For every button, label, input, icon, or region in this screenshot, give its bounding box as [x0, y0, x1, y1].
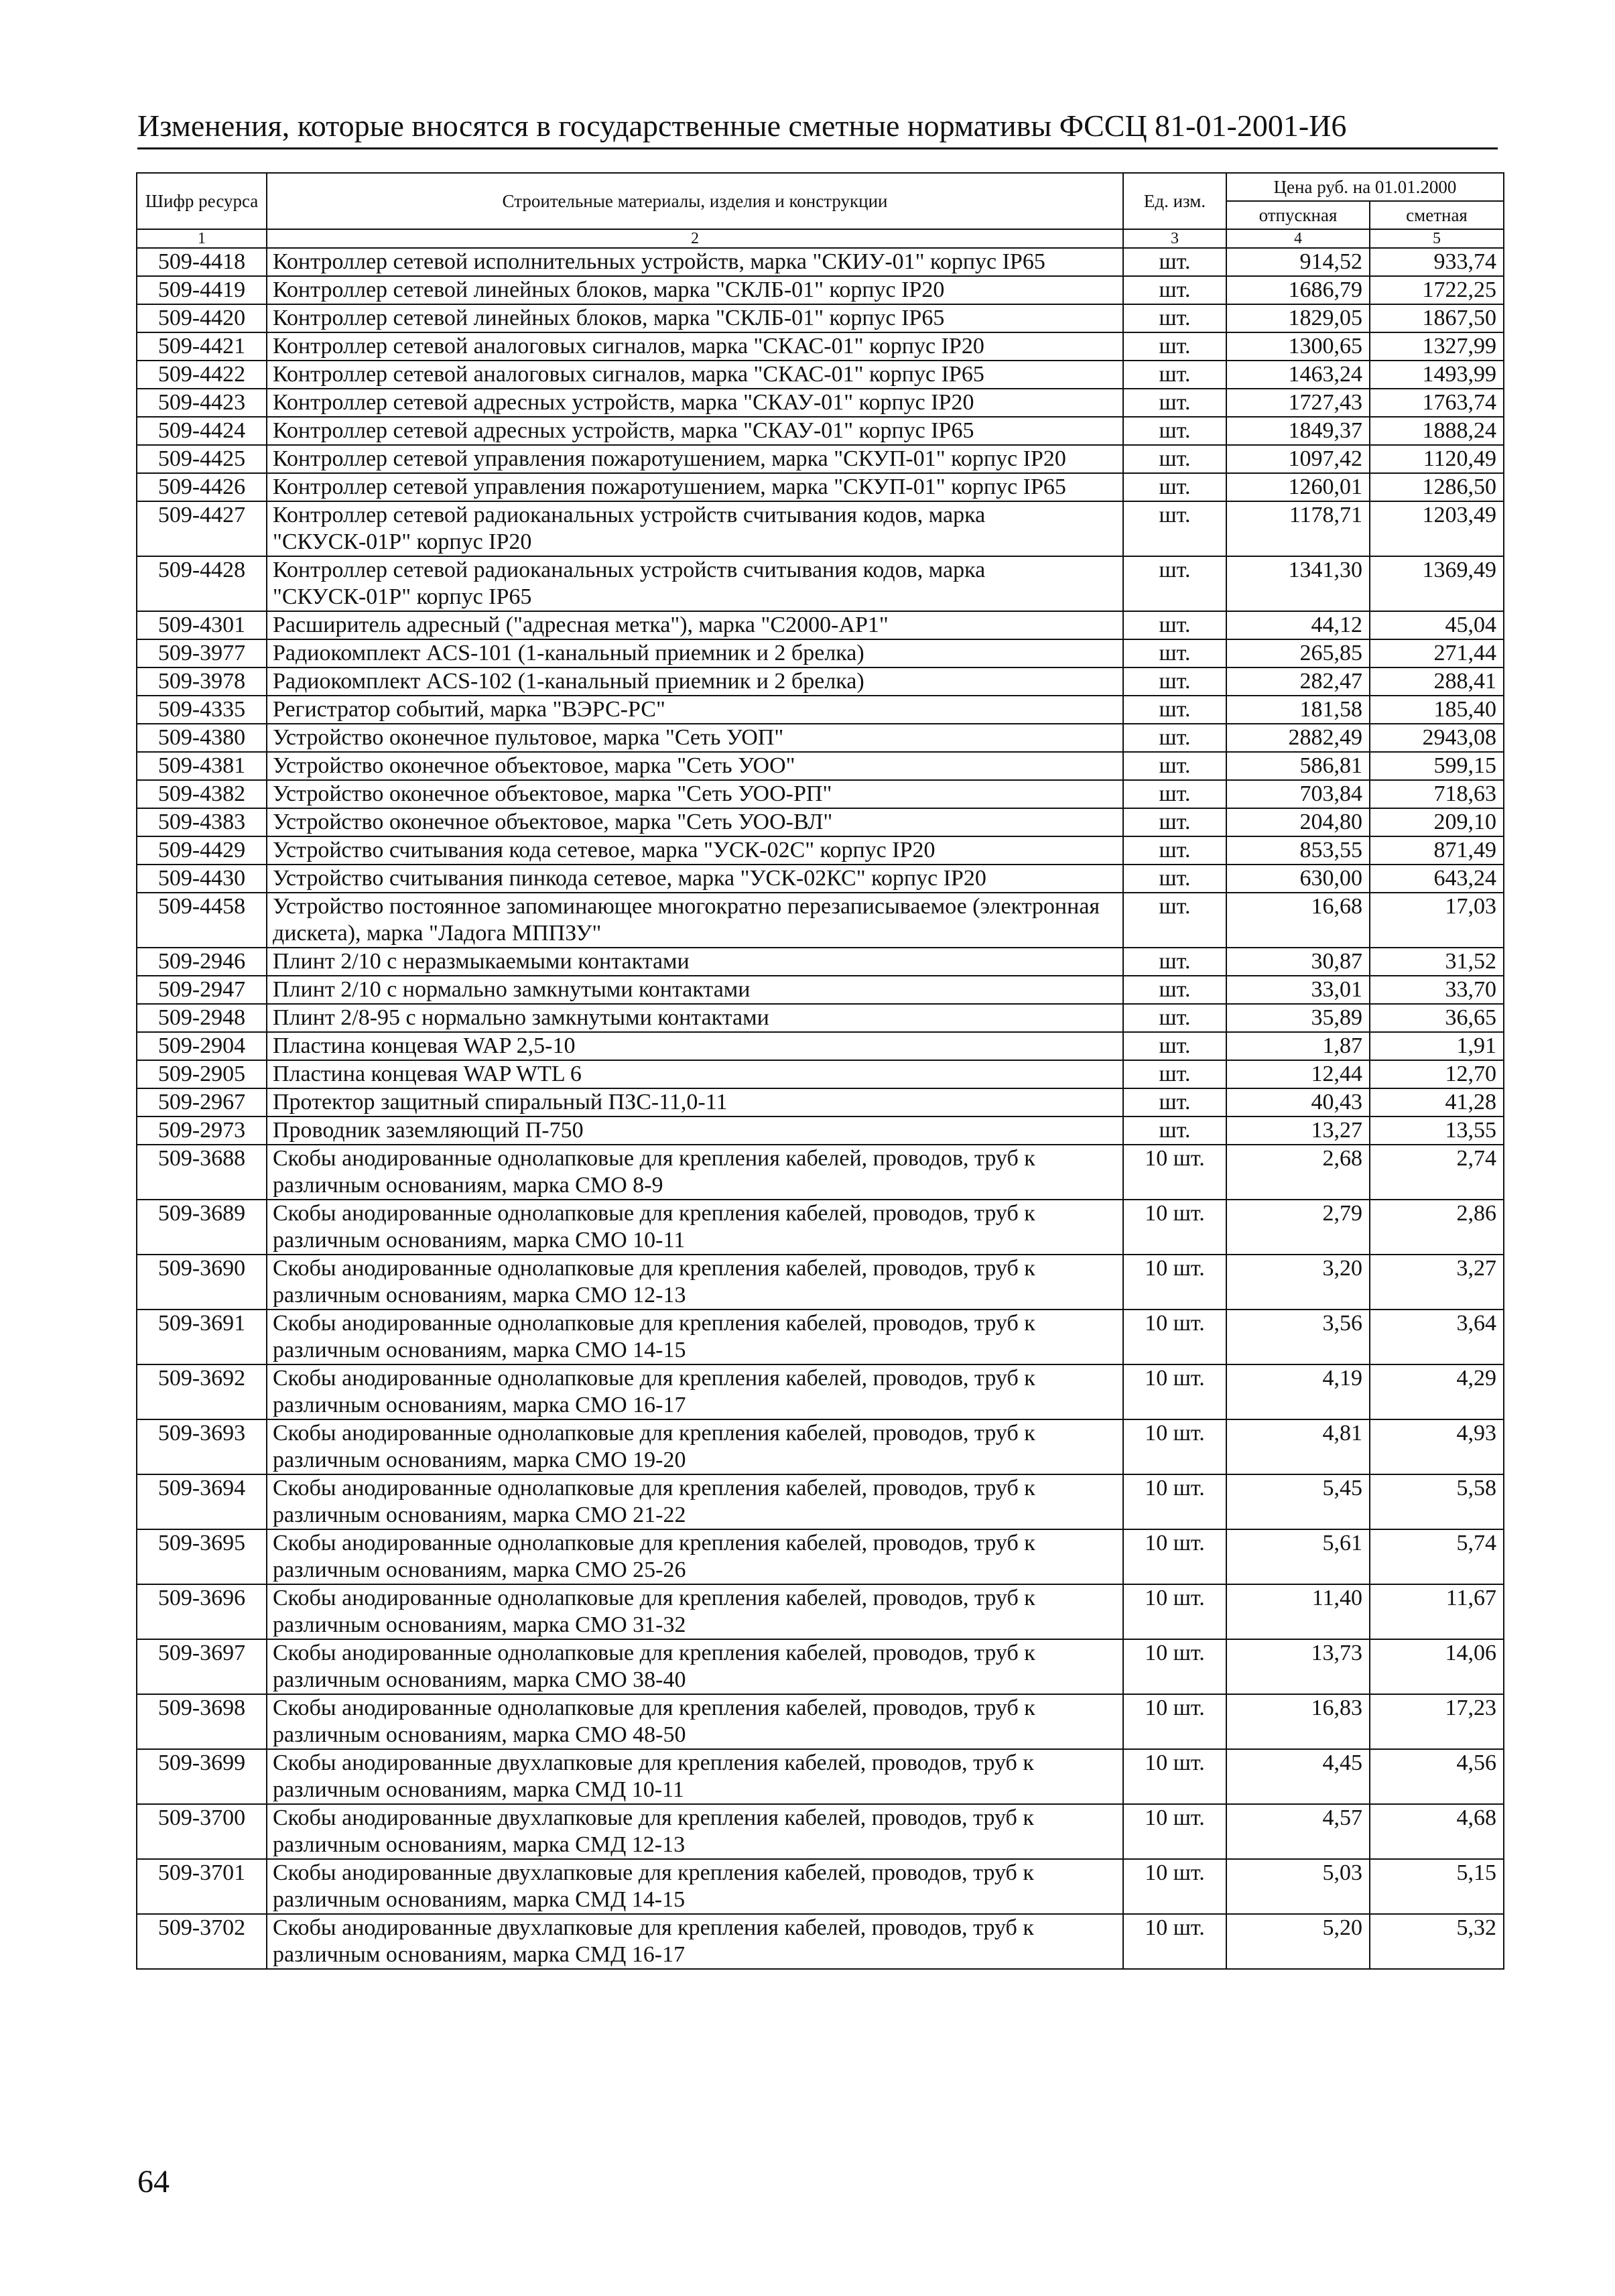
release-price: 3,20 — [1226, 1255, 1370, 1310]
estimate-price: 209,10 — [1370, 808, 1504, 836]
estimate-price: 2,86 — [1370, 1200, 1504, 1255]
material-name: Скобы анодированные двухлапковые для крепления кабелей, проводов, труб к различным основаниям, марка СМД 12-13 — [267, 1804, 1123, 1859]
resource-code: 509-3978 — [137, 667, 267, 696]
resource-code: 509-4422 — [137, 361, 267, 389]
unit-of-measure: шт. — [1123, 696, 1226, 724]
unit-of-measure: 10 шт. — [1123, 1474, 1226, 1529]
material-name: Скобы анодированные однолапковые для крепления кабелей, проводов, труб к различным основаниям, марка СМО 48-50 — [267, 1694, 1123, 1749]
unit-of-measure: шт. — [1123, 667, 1226, 696]
resource-code: 509-3698 — [137, 1694, 267, 1749]
estimate-price: 2,74 — [1370, 1145, 1504, 1200]
resource-code: 509-3689 — [137, 1200, 267, 1255]
column-number: 3 — [1123, 229, 1226, 248]
release-price: 1341,30 — [1226, 556, 1370, 611]
table-row — [137, 473, 1504, 501]
material-name: Скобы анодированные однолапковые для крепления кабелей, проводов, труб к различным основаниям, марка СМО 19-20 — [267, 1419, 1123, 1474]
material-name: Плинт 2/10 с неразмыкаемыми контактами — [267, 948, 1123, 976]
estimate-price: 41,28 — [1370, 1088, 1504, 1117]
material-name: Устройство оконечное объектовое, марка "Сеть УОО-ВЛ" — [267, 808, 1123, 836]
resource-code: 509-3692 — [137, 1364, 267, 1419]
table-row — [137, 248, 1504, 276]
release-price: 13,27 — [1226, 1117, 1370, 1145]
table-row — [137, 1032, 1504, 1060]
resource-code: 509-4425 — [137, 445, 267, 473]
material-name: Устройство оконечное пультовое, марка "Сеть УОП" — [267, 724, 1123, 752]
unit-of-measure: шт. — [1123, 1060, 1226, 1088]
release-price: 586,81 — [1226, 752, 1370, 780]
resource-code: 509-3695 — [137, 1529, 267, 1584]
unit-of-measure: шт. — [1123, 417, 1226, 445]
estimate-price: 288,41 — [1370, 667, 1504, 696]
estimate-price: 31,52 — [1370, 948, 1504, 976]
table-row — [137, 445, 1504, 473]
release-price: 11,40 — [1226, 1584, 1370, 1639]
table-row — [137, 696, 1504, 724]
column-header-name: Строительные материалы, изделия и конструкции — [267, 173, 1123, 229]
material-name: Радиокомплект ACS-101 (1-канальный приемник и 2 брелка) — [267, 639, 1123, 667]
resource-code: 509-3688 — [137, 1145, 267, 1200]
release-price: 1300,65 — [1226, 332, 1370, 361]
estimate-price: 5,58 — [1370, 1474, 1504, 1529]
material-name: Устройство считывания пинкода сетевое, марка "УСК-02КС" корпус IP20 — [267, 865, 1123, 893]
release-price: 40,43 — [1226, 1088, 1370, 1117]
unit-of-measure: шт. — [1123, 361, 1226, 389]
estimate-price: 1286,50 — [1370, 473, 1504, 501]
release-price: 4,81 — [1226, 1419, 1370, 1474]
resource-code: 509-3699 — [137, 1749, 267, 1804]
release-price: 703,84 — [1226, 780, 1370, 808]
column-number: 4 — [1226, 229, 1370, 248]
unit-of-measure: 10 шт. — [1123, 1145, 1226, 1200]
material-name: Контроллер сетевой управления пожаротушением, марка "СКУП-01" корпус IP20 — [267, 445, 1123, 473]
estimate-price: 14,06 — [1370, 1639, 1504, 1694]
release-price: 914,52 — [1226, 248, 1370, 276]
material-name: Устройство оконечное объектовое, марка "Сеть УОО-РП" — [267, 780, 1123, 808]
column-header-code: Шифр ресурса — [137, 173, 267, 229]
material-name: Контроллер сетевой управления пожаротушением, марка "СКУП-01" корпус IP65 — [267, 473, 1123, 501]
material-name: Контроллер сетевой аналоговых сигналов, марка "СКАС-01" корпус IP20 — [267, 332, 1123, 361]
material-name: Устройство постоянное запоминающее многократно перезаписываемое (электронная дискета), марка "Ладога МППЗУ" — [267, 893, 1123, 948]
estimate-price: 4,93 — [1370, 1419, 1504, 1474]
resource-code: 509-4335 — [137, 696, 267, 724]
unit-of-measure: шт. — [1123, 724, 1226, 752]
table-body — [137, 248, 1504, 1969]
estimate-price: 1,91 — [1370, 1032, 1504, 1060]
unit-of-measure: шт. — [1123, 501, 1226, 556]
material-name: Контроллер сетевой радиоканальных устройств считывания кодов, марка "СКУСК-01Р" корпус IP20 — [267, 501, 1123, 556]
unit-of-measure: шт. — [1123, 1117, 1226, 1145]
table-row — [137, 1419, 1504, 1474]
material-name: Скобы анодированные однолапковые для крепления кабелей, проводов, труб к различным основаниям, марка СМО 10-11 — [267, 1200, 1123, 1255]
resource-code: 509-4430 — [137, 865, 267, 893]
release-price: 5,03 — [1226, 1859, 1370, 1914]
table-row — [137, 1255, 1504, 1310]
release-price: 35,89 — [1226, 1004, 1370, 1032]
resource-code: 509-3691 — [137, 1310, 267, 1364]
release-price: 1686,79 — [1226, 276, 1370, 304]
material-name: Расширитель адресный ("адресная метка"), марка "С2000-АР1" — [267, 611, 1123, 639]
release-price: 12,44 — [1226, 1060, 1370, 1088]
release-price: 33,01 — [1226, 976, 1370, 1004]
unit-of-measure: 10 шт. — [1123, 1859, 1226, 1914]
unit-of-measure: 10 шт. — [1123, 1694, 1226, 1749]
table-row — [137, 304, 1504, 332]
material-name: Скобы анодированные однолапковые для крепления кабелей, проводов, труб к различным основаниям, марка СМО 8-9 — [267, 1145, 1123, 1200]
table-row — [137, 724, 1504, 752]
table-row — [137, 389, 1504, 417]
estimate-price: 1763,74 — [1370, 389, 1504, 417]
unit-of-measure: шт. — [1123, 304, 1226, 332]
material-name: Скобы анодированные однолапковые для крепления кабелей, проводов, труб к различным основаниям, марка СМО 21-22 — [267, 1474, 1123, 1529]
column-header-unit: Ед. изм. — [1123, 173, 1226, 229]
estimate-price: 33,70 — [1370, 976, 1504, 1004]
estimate-price: 5,32 — [1370, 1914, 1504, 1969]
release-price: 630,00 — [1226, 865, 1370, 893]
unit-of-measure: шт. — [1123, 276, 1226, 304]
unit-of-measure: 10 шт. — [1123, 1804, 1226, 1859]
unit-of-measure: шт. — [1123, 332, 1226, 361]
estimate-price: 1722,25 — [1370, 276, 1504, 304]
estimate-price: 12,70 — [1370, 1060, 1504, 1088]
resource-code: 509-3690 — [137, 1255, 267, 1310]
estimate-price: 3,27 — [1370, 1255, 1504, 1310]
unit-of-measure: шт. — [1123, 1032, 1226, 1060]
release-price: 853,55 — [1226, 836, 1370, 865]
release-price: 2882,49 — [1226, 724, 1370, 752]
estimate-price: 36,65 — [1370, 1004, 1504, 1032]
price-table — [136, 172, 1504, 1970]
estimate-price: 17,03 — [1370, 893, 1504, 948]
estimate-price: 933,74 — [1370, 248, 1504, 276]
table-row — [137, 1364, 1504, 1419]
resource-code: 509-3696 — [137, 1584, 267, 1639]
column-number: 5 — [1370, 229, 1504, 248]
release-price: 5,20 — [1226, 1914, 1370, 1969]
material-name: Плинт 2/10 с нормально замкнутыми контактами — [267, 976, 1123, 1004]
estimate-price: 271,44 — [1370, 639, 1504, 667]
material-name: Пластина концевая WAP WTL 6 — [267, 1060, 1123, 1088]
resource-code: 509-4427 — [137, 501, 267, 556]
resource-code: 509-4301 — [137, 611, 267, 639]
material-name: Радиокомплект ACS-102 (1-канальный приемник и 2 брелка) — [267, 667, 1123, 696]
release-price: 16,83 — [1226, 1694, 1370, 1749]
resource-code: 509-3977 — [137, 639, 267, 667]
material-name: Контроллер сетевой исполнительных устройств, марка "СКИУ-01" корпус IP65 — [267, 248, 1123, 276]
estimate-price: 599,15 — [1370, 752, 1504, 780]
unit-of-measure: 10 шт. — [1123, 1200, 1226, 1255]
table-row — [137, 752, 1504, 780]
release-price: 3,56 — [1226, 1310, 1370, 1364]
table-row — [137, 417, 1504, 445]
release-price: 4,45 — [1226, 1749, 1370, 1804]
table-row — [137, 1529, 1504, 1584]
unit-of-measure: шт. — [1123, 389, 1226, 417]
unit-of-measure: шт. — [1123, 611, 1226, 639]
unit-of-measure: шт. — [1123, 948, 1226, 976]
table-row — [137, 667, 1504, 696]
resource-code: 509-4420 — [137, 304, 267, 332]
release-price: 2,68 — [1226, 1145, 1370, 1200]
table-row — [137, 276, 1504, 304]
table-row — [137, 1694, 1504, 1749]
unit-of-measure: 10 шт. — [1123, 1310, 1226, 1364]
estimate-price: 4,68 — [1370, 1804, 1504, 1859]
material-name: Пластина концевая WAP 2,5-10 — [267, 1032, 1123, 1060]
material-name: Скобы анодированные однолапковые для крепления кабелей, проводов, труб к различным основаниям, марка СМО 25-26 — [267, 1529, 1123, 1584]
release-price: 4,57 — [1226, 1804, 1370, 1859]
table-row — [137, 780, 1504, 808]
table-row — [137, 1584, 1504, 1639]
unit-of-measure: шт. — [1123, 248, 1226, 276]
unit-of-measure: шт. — [1123, 752, 1226, 780]
material-name: Скобы анодированные двухлапковые для крепления кабелей, проводов, труб к различным основаниям, марка СМД 10-11 — [267, 1749, 1123, 1804]
unit-of-measure: 10 шт. — [1123, 1419, 1226, 1474]
unit-of-measure: шт. — [1123, 836, 1226, 865]
resource-code: 509-2973 — [137, 1117, 267, 1145]
table-row — [137, 1639, 1504, 1694]
release-price: 16,68 — [1226, 893, 1370, 948]
resource-code: 509-4429 — [137, 836, 267, 865]
release-price: 2,79 — [1226, 1200, 1370, 1255]
release-price: 265,85 — [1226, 639, 1370, 667]
resource-code: 509-2905 — [137, 1060, 267, 1088]
release-price: 44,12 — [1226, 611, 1370, 639]
material-name: Контроллер сетевой адресных устройств, марка "СКАУ-01" корпус IP20 — [267, 389, 1123, 417]
estimate-price: 45,04 — [1370, 611, 1504, 639]
resource-code: 509-4418 — [137, 248, 267, 276]
unit-of-measure: шт. — [1123, 808, 1226, 836]
column-header-price-group: Цена руб. на 01.01.2000 — [1226, 173, 1504, 201]
release-price: 1,87 — [1226, 1032, 1370, 1060]
estimate-price: 1327,99 — [1370, 332, 1504, 361]
resource-code: 509-2967 — [137, 1088, 267, 1117]
estimate-price: 5,74 — [1370, 1529, 1504, 1584]
column-number: 1 — [137, 229, 267, 248]
estimate-price: 11,67 — [1370, 1584, 1504, 1639]
release-price: 30,87 — [1226, 948, 1370, 976]
resource-code: 509-4423 — [137, 389, 267, 417]
unit-of-measure: шт. — [1123, 976, 1226, 1004]
table-row — [137, 1749, 1504, 1804]
release-price: 13,73 — [1226, 1639, 1370, 1694]
material-name: Регистратор событий, марка "ВЭРС-РС" — [267, 696, 1123, 724]
estimate-price: 5,15 — [1370, 1859, 1504, 1914]
unit-of-measure: шт. — [1123, 780, 1226, 808]
estimate-price: 1203,49 — [1370, 501, 1504, 556]
estimate-price: 3,64 — [1370, 1310, 1504, 1364]
resource-code: 509-2946 — [137, 948, 267, 976]
table-row — [137, 1145, 1504, 1200]
material-name: Проводник заземляющий П-750 — [267, 1117, 1123, 1145]
resource-code: 509-4428 — [137, 556, 267, 611]
material-name: Скобы анодированные двухлапковые для крепления кабелей, проводов, труб к различным основаниям, марка СМД 14-15 — [267, 1859, 1123, 1914]
estimate-price: 871,49 — [1370, 836, 1504, 865]
resource-code: 509-4380 — [137, 724, 267, 752]
resource-code: 509-3702 — [137, 1914, 267, 1969]
unit-of-measure: шт. — [1123, 639, 1226, 667]
material-name: Контроллер сетевой адресных устройств, марка "СКАУ-01" корпус IP65 — [267, 417, 1123, 445]
resource-code: 509-4458 — [137, 893, 267, 948]
table-row — [137, 808, 1504, 836]
table-row — [137, 836, 1504, 865]
estimate-price: 643,24 — [1370, 865, 1504, 893]
release-price: 282,47 — [1226, 667, 1370, 696]
estimate-price: 2943,08 — [1370, 724, 1504, 752]
unit-of-measure: шт. — [1123, 1004, 1226, 1032]
material-name: Контроллер сетевой линейных блоков, марка "СКЛБ-01" корпус IP65 — [267, 304, 1123, 332]
unit-of-measure: 10 шт. — [1123, 1364, 1226, 1419]
resource-code: 509-4426 — [137, 473, 267, 501]
estimate-price: 1888,24 — [1370, 417, 1504, 445]
estimate-price: 185,40 — [1370, 696, 1504, 724]
material-name: Скобы анодированные однолапковые для крепления кабелей, проводов, труб к различным основаниям, марка СМО 38-40 — [267, 1639, 1123, 1694]
page-number: 64 — [137, 2164, 170, 2199]
column-header-release-price: отпускная — [1226, 201, 1370, 229]
resource-code: 509-3700 — [137, 1804, 267, 1859]
release-price: 4,19 — [1226, 1364, 1370, 1419]
unit-of-measure: 10 шт. — [1123, 1914, 1226, 1969]
release-price: 1178,71 — [1226, 501, 1370, 556]
table-row — [137, 1310, 1504, 1364]
material-name: Контроллер сетевой радиоканальных устройств считывания кодов, марка "СКУСК-01Р" корпус IP65 — [267, 556, 1123, 611]
material-name: Контроллер сетевой линейных блоков, марка "СКЛБ-01" корпус IP20 — [267, 276, 1123, 304]
table-row — [137, 1914, 1504, 1969]
table-row — [137, 1117, 1504, 1145]
table-row — [137, 948, 1504, 976]
resource-code: 509-4382 — [137, 780, 267, 808]
unit-of-measure: 10 шт. — [1123, 1584, 1226, 1639]
estimate-price: 13,55 — [1370, 1117, 1504, 1145]
unit-of-measure: шт. — [1123, 445, 1226, 473]
unit-of-measure: 10 шт. — [1123, 1639, 1226, 1694]
material-name: Скобы анодированные однолапковые для крепления кабелей, проводов, труб к различным основаниям, марка СМО 16-17 — [267, 1364, 1123, 1419]
table-row — [137, 893, 1504, 948]
estimate-price: 1120,49 — [1370, 445, 1504, 473]
resource-code: 509-4383 — [137, 808, 267, 836]
release-price: 5,61 — [1226, 1529, 1370, 1584]
release-price: 1829,05 — [1226, 304, 1370, 332]
page-title: Изменения, которые вносятся в государственные сметные нормативы ФССЦ 81-01-2001-И6 — [137, 109, 1347, 143]
table-row — [137, 1088, 1504, 1117]
material-name: Устройство оконечное объектовое, марка "Сеть УОО" — [267, 752, 1123, 780]
release-price: 5,45 — [1226, 1474, 1370, 1529]
material-name: Устройство считывания кода сетевое, марка "УСК-02С" корпус IP20 — [267, 836, 1123, 865]
table-row — [137, 611, 1504, 639]
unit-of-measure: 10 шт. — [1123, 1255, 1226, 1310]
estimate-price: 1493,99 — [1370, 361, 1504, 389]
release-price: 204,80 — [1226, 808, 1370, 836]
release-price: 1097,42 — [1226, 445, 1370, 473]
table-row — [137, 501, 1504, 556]
table-row — [137, 556, 1504, 611]
resource-code: 509-3693 — [137, 1419, 267, 1474]
material-name: Скобы анодированные двухлапковые для крепления кабелей, проводов, труб к различным основаниям, марка СМД 16-17 — [267, 1914, 1123, 1969]
release-price: 1727,43 — [1226, 389, 1370, 417]
table-row — [137, 1200, 1504, 1255]
estimate-price: 718,63 — [1370, 780, 1504, 808]
table-row — [137, 976, 1504, 1004]
resource-code: 509-3697 — [137, 1639, 267, 1694]
resource-code: 509-2947 — [137, 976, 267, 1004]
unit-of-measure: шт. — [1123, 865, 1226, 893]
release-price: 1849,37 — [1226, 417, 1370, 445]
column-header-estimate-price: сметная — [1370, 201, 1504, 229]
estimate-price: 4,56 — [1370, 1749, 1504, 1804]
column-number: 2 — [267, 229, 1123, 248]
resource-code: 509-3694 — [137, 1474, 267, 1529]
material-name: Плинт 2/8-95 с нормально замкнутыми контактами — [267, 1004, 1123, 1032]
table-row — [137, 1004, 1504, 1032]
table-row — [137, 1859, 1504, 1914]
unit-of-measure: 10 шт. — [1123, 1529, 1226, 1584]
header-divider — [137, 147, 1498, 149]
unit-of-measure: шт. — [1123, 556, 1226, 611]
resource-code: 509-2948 — [137, 1004, 267, 1032]
unit-of-measure: шт. — [1123, 473, 1226, 501]
table-row — [137, 1474, 1504, 1529]
material-name: Протектор защитный спиральный ПЗС-11,0-11 — [267, 1088, 1123, 1117]
estimate-price: 17,23 — [1370, 1694, 1504, 1749]
table-row — [137, 361, 1504, 389]
estimate-price: 4,29 — [1370, 1364, 1504, 1419]
material-name: Скобы анодированные однолапковые для крепления кабелей, проводов, труб к различным основаниям, марка СМО 31-32 — [267, 1584, 1123, 1639]
resource-code: 509-4421 — [137, 332, 267, 361]
release-price: 1260,01 — [1226, 473, 1370, 501]
table-row — [137, 1060, 1504, 1088]
material-name: Скобы анодированные однолапковые для крепления кабелей, проводов, труб к различным основаниям, марка СМО 14-15 — [267, 1310, 1123, 1364]
resource-code: 509-3701 — [137, 1859, 267, 1914]
resource-code: 509-4419 — [137, 276, 267, 304]
table-row — [137, 332, 1504, 361]
estimate-price: 1867,50 — [1370, 304, 1504, 332]
unit-of-measure: шт. — [1123, 1088, 1226, 1117]
resource-code: 509-2904 — [137, 1032, 267, 1060]
release-price: 181,58 — [1226, 696, 1370, 724]
resource-code: 509-4381 — [137, 752, 267, 780]
table-row — [137, 639, 1504, 667]
resource-code: 509-4424 — [137, 417, 267, 445]
table-row — [137, 1804, 1504, 1859]
release-price: 1463,24 — [1226, 361, 1370, 389]
material-name: Контроллер сетевой аналоговых сигналов, марка "СКАС-01" корпус IP65 — [267, 361, 1123, 389]
unit-of-measure: 10 шт. — [1123, 1749, 1226, 1804]
material-name: Скобы анодированные однолапковые для крепления кабелей, проводов, труб к различным основаниям, марка СМО 12-13 — [267, 1255, 1123, 1310]
estimate-price: 1369,49 — [1370, 556, 1504, 611]
table-row — [137, 865, 1504, 893]
unit-of-measure: шт. — [1123, 893, 1226, 948]
